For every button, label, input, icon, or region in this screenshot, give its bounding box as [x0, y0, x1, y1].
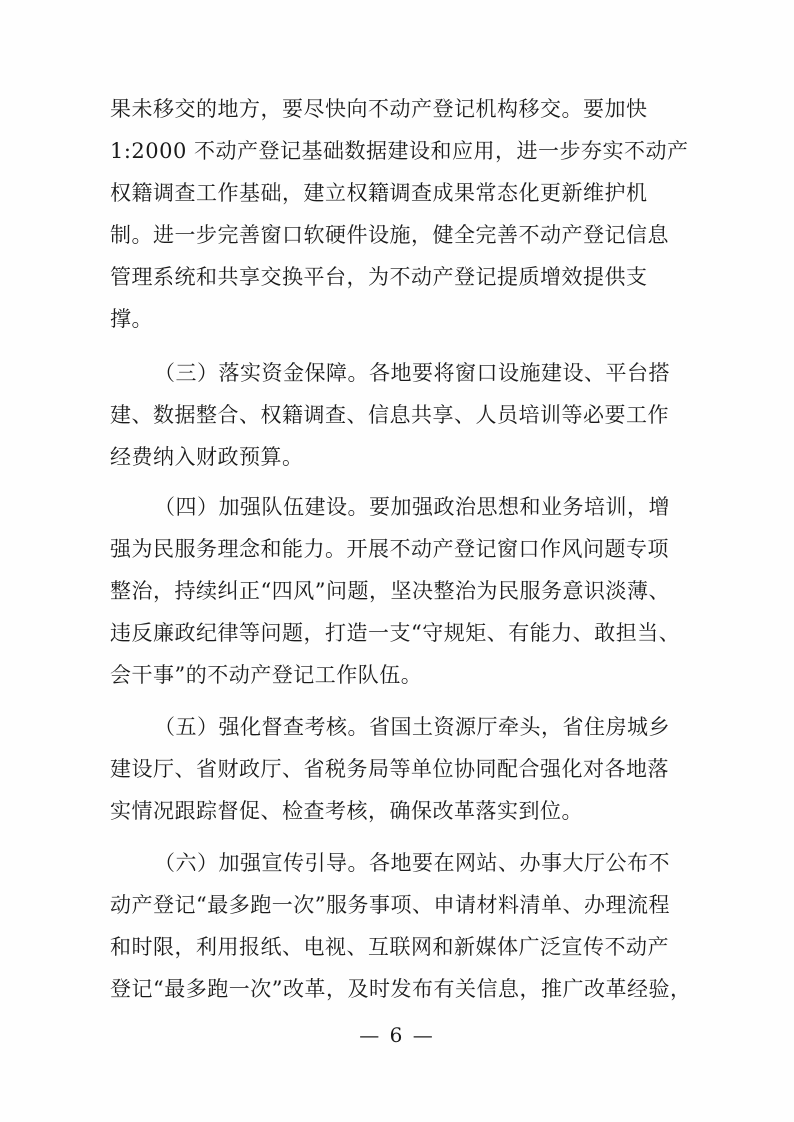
text-line: 建设厅、省财政厅、省税务局等单位协同配合强化对各地落	[110, 757, 669, 781]
text-line: 实情况跟踪督促、检查考核，确保改革落实到位。	[110, 799, 583, 823]
text-line: 动产登记“最多跑一次”服务事项、申请材料清单、办理流程	[110, 893, 670, 917]
text-line: 撑。	[110, 307, 153, 331]
text-line: 整治，持续纠正“四风”问题，坚决整治为民服务意识淡薄、	[110, 579, 670, 603]
text-line: 建、数据整合、权籍调查、信息共享、人员培训等必要工作	[110, 403, 669, 427]
text-line: 会干事”的不动产登记工作队伍。	[110, 663, 423, 687]
text-line: 经费纳入财政预算。	[110, 445, 304, 469]
section-heading-line: （五）强化督查考核。省国土资源厅牵头，省住房城乡	[154, 715, 670, 739]
text-line: 违反廉政纪律等问题，打造一支“守规矩、有能力、敢担当、	[110, 621, 681, 645]
section-heading-line: （四）加强队伍建设。要加强政治思想和业务培训，增	[154, 495, 670, 519]
section-heading-line: （三）落实资金保障。各地要将窗口设施建设、平台搭	[154, 361, 670, 385]
text-line: 管理系统和共享交换平台，为不动产登记提质增效提供支	[110, 265, 648, 289]
text-line: 制。进一步完善窗口软硬件设施，健全完善不动产登记信息	[110, 223, 669, 247]
section-heading-line: （六）加强宣传引导。各地要在网站、办事大厅公布不	[154, 851, 670, 875]
text-line: 果未移交的地方，要尽快向不动产登记机构移交。要加快	[110, 97, 648, 121]
text-line: 1:2000 不动产登记基础数据建设和应用，进一步夯实不动产	[110, 139, 689, 163]
text-line: 权籍调查工作基础，建立权籍调查成果常态化更新维护机	[110, 181, 648, 205]
text-line: 强为民服务理念和能力。开展不动产登记窗口作风问题专项	[110, 537, 669, 561]
page-number: — 6 —	[359, 1023, 435, 1047]
text-line: 登记“最多跑一次”改革，及时发布有关信息，推广改革经验，	[110, 977, 692, 1001]
text-line: 和时限，利用报纸、电视、互联网和新媒体广泛宣传不动产	[110, 935, 669, 959]
